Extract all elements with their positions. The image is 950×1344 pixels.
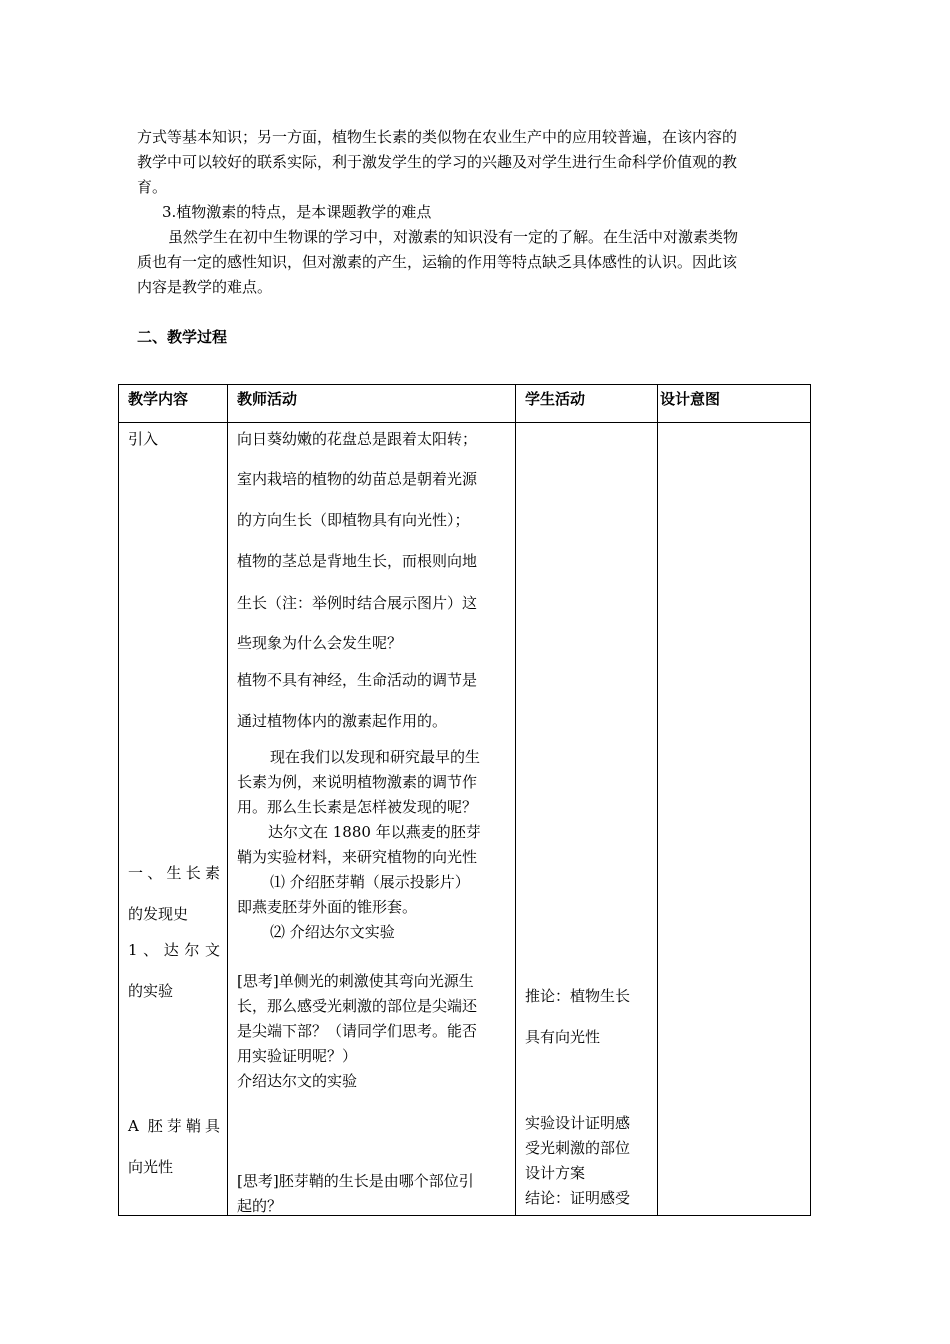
intro-line: 育。 bbox=[137, 178, 168, 196]
teacher-line: 长素为例，来说明植物激素的调节作 bbox=[237, 773, 478, 791]
table-col-divider bbox=[227, 384, 228, 1216]
teacher-line: 介绍达尔文的实验 bbox=[237, 1072, 358, 1090]
teacher-line: 的方向生长（即植物具有向光性）； bbox=[237, 511, 470, 529]
table-header-teacher: 教师活动 bbox=[237, 390, 298, 408]
teacher-line: ⑴ 介绍胚芽鞘（展示投影片） bbox=[270, 873, 470, 891]
table-header-design: 设计意图 bbox=[660, 390, 721, 408]
section-title: 二、教学过程 bbox=[137, 328, 228, 346]
table-header-student: 学生活动 bbox=[525, 390, 586, 408]
teacher-line: [思考]胚芽鞘的生长是由哪个部位引 bbox=[237, 1172, 474, 1190]
teacher-line: 达尔文在 1880 年以燕麦的胚芽 bbox=[268, 823, 481, 841]
intro-line: 教学中可以较好的联系实际，利于激发学生的学习的兴趣及对学生进行生命科学价值观的教 bbox=[137, 153, 738, 171]
teacher-line: 向日葵幼嫩的花盘总是跟着太阳转； bbox=[237, 430, 478, 448]
table-border-top bbox=[118, 384, 811, 385]
intro-line: 质也有一定的感性知识，但对激素的产生，运输的作用等特点缺乏具体感性的认识。因此该 bbox=[137, 253, 738, 271]
table-col-divider bbox=[657, 384, 658, 1216]
teacher-line: 是尖端下部？（请同学们思考。能否 bbox=[237, 1022, 478, 1040]
teacher-line: 用。那么生长素是怎样被发现的呢？ bbox=[237, 798, 478, 816]
intro-line: 方式等基本知识；另一方面，植物生长素的类似物在农业生产中的应用较普遍，在该内容的 bbox=[137, 128, 738, 146]
table-header-content: 教学内容 bbox=[128, 390, 189, 408]
teacher-line: 用实验证明呢？） bbox=[237, 1047, 358, 1065]
table-header-divider bbox=[118, 422, 811, 423]
teacher-line: 室内栽培的植物的幼苗总是朝着光源 bbox=[237, 470, 478, 488]
student-line: 结论：证明感受 bbox=[525, 1189, 631, 1207]
table-col-divider bbox=[515, 384, 516, 1216]
student-line: 推论：植物生长 bbox=[525, 987, 631, 1005]
teacher-line: 起的？ bbox=[237, 1197, 283, 1215]
content-darwin: 的实验 bbox=[128, 982, 174, 1000]
student-line: 具有向光性 bbox=[525, 1028, 601, 1046]
teacher-line: 植物不具有神经，生命活动的调节是 bbox=[237, 671, 478, 689]
content-section-1: 一、生长素 bbox=[128, 864, 220, 882]
teacher-line: 些现象为什么会发生呢？ bbox=[237, 634, 403, 652]
student-line: 受光刺激的部位 bbox=[525, 1139, 631, 1157]
teacher-line: 生长（注：举例时结合展示图片）这 bbox=[237, 594, 478, 612]
table-border-right bbox=[810, 384, 811, 1216]
table-border-left bbox=[118, 384, 119, 1216]
content-intro: 引入 bbox=[128, 430, 159, 448]
content-section-a: 向光性 bbox=[128, 1158, 174, 1176]
intro-item-3: 3.植物激素的特点，是本课题教学的难点 bbox=[162, 203, 432, 221]
content-section-a: A 胚芽鞘具 bbox=[128, 1117, 220, 1135]
teacher-line: 鞘为实验材料，来研究植物的向光性 bbox=[237, 848, 478, 866]
teacher-line: 长，那么感受光刺激的部位是尖端还 bbox=[237, 997, 478, 1015]
content-section-1: 的发现史 bbox=[128, 905, 189, 923]
student-line: 实验设计证明感 bbox=[525, 1114, 631, 1132]
intro-line: 内容是教学的难点。 bbox=[137, 278, 273, 296]
teacher-line: ⑵ 介绍达尔文实验 bbox=[270, 923, 395, 941]
table-border-bottom bbox=[118, 1215, 811, 1216]
teacher-line: 即燕麦胚芽外面的锥形套。 bbox=[237, 898, 418, 916]
intro-line: 虽然学生在初中生物课的学习中，对激素的知识没有一定的了解。在生活中对激素类物 bbox=[168, 228, 739, 246]
teacher-line: [思考]单侧光的刺激使其弯向光源生 bbox=[237, 972, 474, 990]
teacher-line: 通过植物体内的激素起作用的。 bbox=[237, 712, 448, 730]
teacher-line: 植物的茎总是背地生长，而根则向地 bbox=[237, 552, 478, 570]
content-darwin: 1、达尔文 bbox=[128, 941, 220, 959]
student-line: 设计方案 bbox=[525, 1164, 586, 1182]
teacher-line: 现在我们以发现和研究最早的生 bbox=[270, 748, 481, 766]
